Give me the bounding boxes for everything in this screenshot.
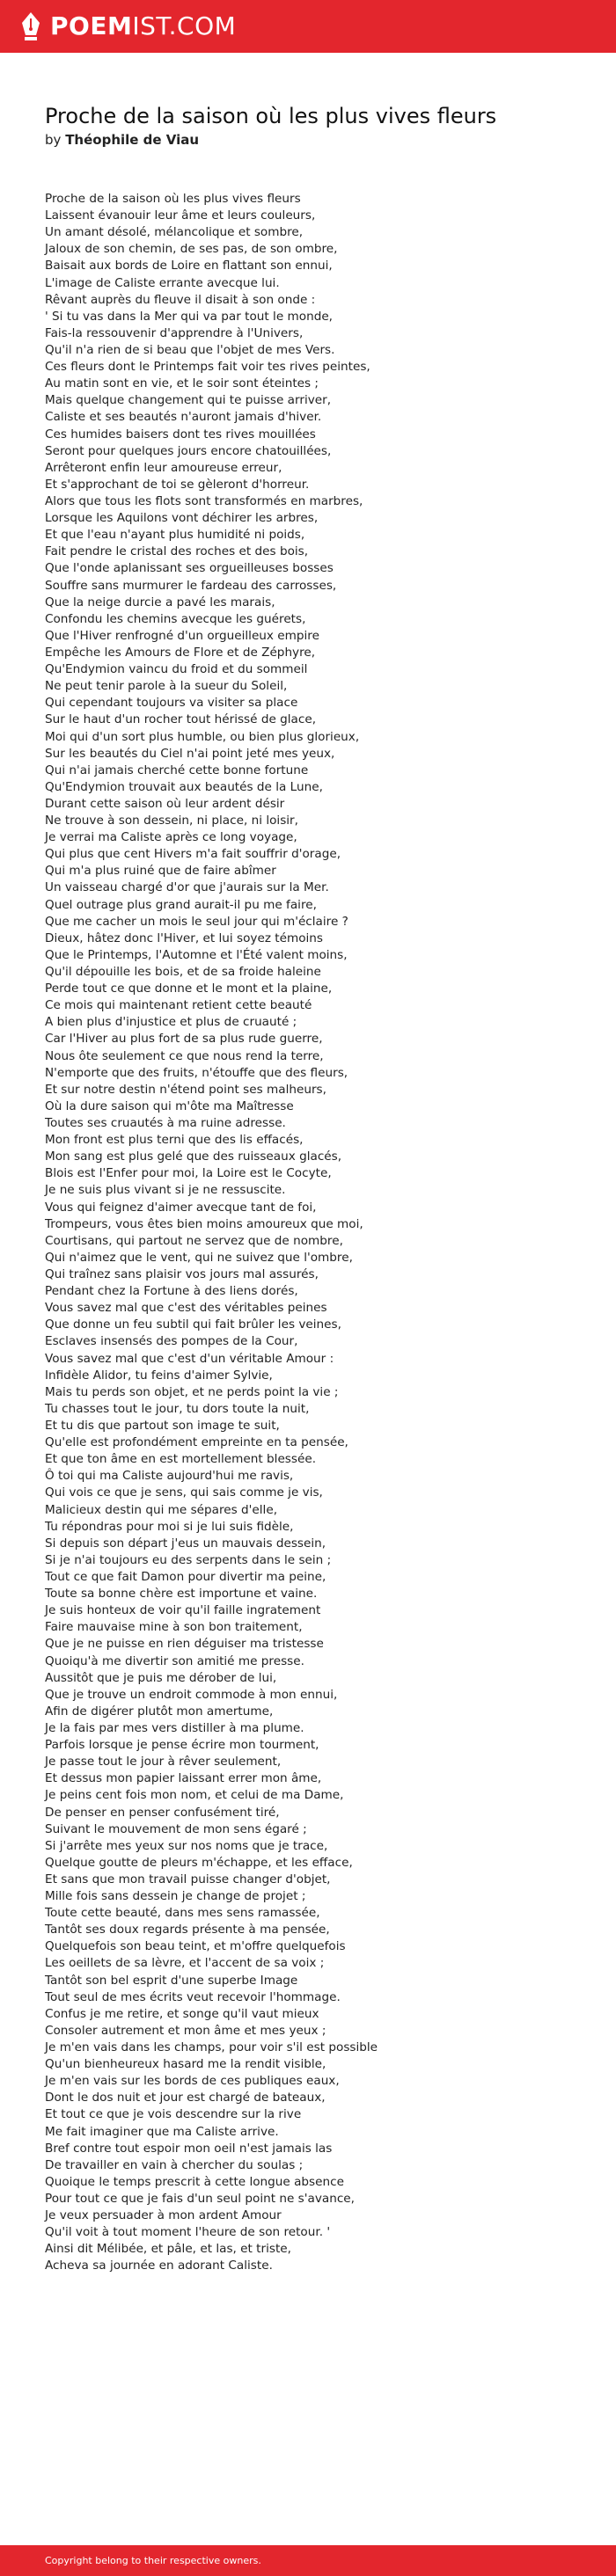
poem-line: Tout seul de mes écrits veut recevoir l'hommage. [45,1989,341,2004]
poem-line: Sur le haut d'un rocher tout hérissé de glace, [45,712,317,727]
poem-line: Qui vois ce que je sens, qui sais comme je vis, [45,1485,323,1500]
poem-line: Et tout ce que je vois descendre sur la rive [45,2107,302,2122]
poem-line: Les oeillets de sa lèvre, et l'accent de sa voix ; [45,1956,325,1971]
poem-line: Empêche les Amours de Flore et de Zéphyre, [45,645,316,660]
site-logo-text [50,11,236,41]
poem-line: Qui m'a plus ruiné que de faire abîmer [45,864,276,879]
poem-line: Si depuis son départ j'eus un mauvais dessein, [45,1536,326,1551]
poem-line: Toute cette beauté, dans mes sens ramassée, [45,1906,320,1921]
poem-line: Tu chasses tout le jour, tu dors toute la nuit, [45,1401,310,1416]
poem-line: Que me cacher un mois le seul jour qui m'éclaire ? [45,914,348,929]
poem-line: Ô toi qui ma Caliste aujourd'hui me ravis, [45,1469,294,1484]
poem-line: Vous qui feignez d'aimer avecque tant de foi, [45,1200,317,1215]
poem-line: Faire mauvaise mine à son bon traitement, [45,1620,303,1635]
poem-line: Qui n'aimez que le vent, qui ne suivez que l'ombre, [45,1250,353,1265]
poem-line: Et que l'eau n'ayant plus humidité ni poids, [45,528,305,543]
poem-line: Jaloux de son chemin, de ses pas, de son ombre, [45,242,338,257]
poem-line: Rêvant auprès du fleuve il disait à son onde : [45,292,316,307]
poem-byline [45,131,199,149]
poem-line: Perde tout ce que donne et le mont et la plaine, [45,982,333,996]
poem-line: Confus je me retire, et songe qu'il vaut mieux [45,2006,319,2021]
poem-line: Ces humides baisers dont tes rives mouillées [45,427,316,441]
poem-line: Pour tout ce que je fais d'un seul point ne s'avance, [45,2192,355,2207]
poem-line: Qu'il voit à tout moment l'heure de son retour. ' [45,2225,331,2240]
poem-line: Je suis honteux de voir qu'il faille ingratement [45,1603,321,1618]
poem-line: Infidèle Alidor, tu feins d'aimer Sylvie, [45,1368,273,1383]
poem-line: Tantôt ses doux regards présente à ma pensée, [45,1923,330,1937]
poem-line: Qui traînez sans plaisir vos jours mal assurés, [45,1267,319,1281]
poem-line: Fais-la ressouvenir d'apprendre à l'Univers, [45,325,304,340]
poem-line: Que je ne puisse en rien déguiser ma tristesse [45,1637,324,1652]
poem-line: L'image de Caliste errante avecque lui. [45,275,280,290]
poem-line: Que donne un feu subtil qui fait brûler les veines, [45,1317,341,1332]
poem-line: Bref contre tout espoir mon oeil n'est jamais las [45,2141,333,2156]
poem-line: Baisait aux bords de Loire en flattant son ennui, [45,259,333,274]
poem-body [45,191,590,2275]
poem-line: Trompeurs, vous êtes bien moins amoureux que moi, [45,1216,363,1231]
poem-line: Au matin sont en vie, et le soir sont éteintes ; [45,376,319,391]
poem-line: Arrêteront enfin leur amoureuse erreur, [45,460,282,475]
poem-line: Mon sang est plus gelé que des ruisseaux glacés, [45,1149,342,1164]
poem-line: Car l'Hiver au plus fort de sa plus rude guerre, [45,1032,323,1047]
poem-line: Acheva sa journée en adorant Caliste. [45,2259,273,2273]
poem-line: N'emporte que des fruits, n'étouffe que des fleurs, [45,1065,348,1080]
poem-line: Blois est l'Enfer pour moi, la Loire est le Cocyte, [45,1166,332,1181]
poem-line: Mais tu perds son objet, et ne perds point la vie ; [45,1384,339,1399]
poem-line: Qui plus que cent Hivers m'a fait souffrir d'orage, [45,847,341,862]
poem-line: Sur les beautés du Ciel n'ai point jeté mes yeux, [45,746,335,761]
poem-line: Lorsque les Aquilons vont déchirer les arbres, [45,511,319,526]
poem-line: Afin de digérer plutôt mon amertume, [45,1704,274,1719]
poem-line: Me fait imaginer que ma Caliste arrive. [45,2124,279,2139]
poem-line: Vous savez mal que c'est d'un véritable Amour : [45,1351,334,1366]
poem-line: Proche de la saison où les plus vives fleurs [45,192,301,206]
poem-line: Seront pour quelques jours encore chatouillées, [45,443,332,458]
poem-line: Qu'Endymion trouvait aux beautés de la Lune, [45,779,323,794]
poem-line: Je verrai ma Caliste après ce long voyage, [45,830,297,845]
poem-line: Que je trouve un endroit commode à mon ennui, [45,1687,338,1702]
poem-line: Je m'en vais sur les bords de ces publiques eaux, [45,2074,340,2089]
poem-line: Et sur notre destin n'étend point ses malheurs, [45,1082,326,1097]
poem-line: Courtisans, qui partout ne servez que de nombre, [45,1233,343,1248]
poem-line: Ce mois qui maintenant retient cette beauté [45,998,312,1013]
poem-line: Et tu dis que partout son image te suit, [45,1418,280,1433]
poem-line: ' Si tu vas dans la Mer qui va par tout le monde, [45,309,334,324]
poem-line: Quelquefois son beau teint, et m'offre quelquefois [45,1939,346,1954]
poem-line: De penser en penser confusément tiré, [45,1805,280,1820]
poem-line: Moi qui d'un sort plus humble, ou bien plus glorieux, [45,729,360,744]
poem-line: Qu'elle est profondément empreinte en ta pensée, [45,1435,348,1450]
poem-line: Un vaisseau chargé d'or que j'aurais sur la Mer. [45,880,329,895]
poem-line: Qu'il n'a rien de si beau que l'objet de mes Vers. [45,342,335,357]
poem-line: Quel outrage plus grand aurait-il pu me faire, [45,897,317,912]
poem-line: Quelque goutte de pleurs m'échappe, et les efface, [45,1855,353,1870]
logo-text-bold: POEM [50,11,133,40]
poem-line: Durant cette saison où leur ardent désir [45,796,285,811]
poem-line: Caliste et ses beautés n'auront jamais d'hiver. [45,410,322,425]
poem-line: Aussitôt que je puis me dérober de lui, [45,1670,277,1685]
poem-line: Que la neige durcie a pavé les marais, [45,595,275,609]
footer-bar [0,2545,616,2576]
poem-line: Je ne suis plus vivant si je ne ressuscite. [45,1183,286,1198]
poem-line: Et sans que mon travail puisse changer d'objet, [45,1872,331,1886]
poem-line: Qu'Endymion vaincu du froid et du sommeil [45,662,308,677]
poem-line: Ne trouve à son dessein, ni place, ni loisir, [45,814,298,828]
top-header-bar [0,0,616,53]
poem-line: Toutes ses cruautés à ma ruine adresse. [45,1116,286,1131]
poem-line: Alors que tous les flots sont transformés en marbres, [45,493,363,508]
poem-line: Quoiqu'à me divertir son amitié me presse. [45,1653,304,1668]
copyright-text: Copyright belong to their respective owners. [45,2555,261,2566]
poem-line: Parfois lorsque je pense écrire mon tourment, [45,1738,319,1753]
poem-line: Je passe tout le jour à rêver seulement, [45,1755,282,1770]
poem-line: Si j'arrête mes yeux sur nos noms que je trace, [45,1838,328,1853]
poem-line: Je la fais par mes vers distiller à ma plume. [45,1720,304,1735]
poem-line: Je veux persuader à mon ardent Amour [45,2208,282,2223]
poem-line: Que l'Hiver renfrogné d'un orgueilleux empire [45,628,319,643]
poem-line: Malicieux destin qui me sépares d'elle, [45,1502,278,1517]
poem-line: Consoler autrement et mon âme et mes yeux ; [45,2023,326,2038]
poem-line: Mille fois sans dessein je change de projet ; [45,1889,306,1904]
poem-line: Qui cependant toujours va visiter sa place [45,696,298,711]
poem-line: Qu'il dépouille les bois, et de sa froide haleine [45,965,321,980]
poem-line: Pendant chez la Fortune à des liens dorés, [45,1284,298,1299]
poem-line: Vous savez mal que c'est des véritables peines [45,1301,327,1316]
poem-line: Ces fleurs dont le Printemps fait voir tes rives peintes, [45,360,370,375]
poem-line: Qu'un bienheureux hasard me la rendit visible, [45,2057,326,2072]
poem-line: Tout ce que fait Damon pour divertir ma peine, [45,1569,326,1584]
poem-line: Où la dure saison qui m'ôte ma Maîtresse [45,1098,294,1113]
poem-title: Proche de la saison où les plus vives fleurs [45,104,497,128]
poem-line: Et s'approchant de toi se gèleront d'horreur. [45,477,310,492]
poem-line: Confondu les chemins avecque les guérets, [45,611,306,626]
poem-line: Suivant le mouvement de mon sens égaré ; [45,1821,307,1836]
byline-prefix: by [45,132,62,148]
poem-line: Mon front est plus terni que des lis effacés, [45,1133,304,1148]
poem-line: Nous ôte seulement ce que nous rend la terre, [45,1048,324,1063]
site-logo-link[interactable] [20,11,236,41]
poem-line: Dieux, hâtez donc l'Hiver, et lui soyez témoins [45,930,324,945]
poem-line: Laissent évanouir leur âme et leurs couleurs, [45,208,316,223]
poem-line: Que l'onde aplanissant ses orgueilleuses bosses [45,561,334,576]
poem-line: Je m'en vais dans les champs, pour voir s'il est possible [45,2040,378,2055]
poem-line: Esclaves insensés des pompes de la Cour, [45,1334,298,1349]
poem-line: Et que ton âme en est mortellement blessée. [45,1452,317,1467]
poem-line: Que le Printemps, l'Automne et l'Été valent moins, [45,947,348,962]
pen-nib-icon [20,11,41,41]
poem-line: Ainsi dit Mélibée, et pâle, et las, et triste, [45,2242,291,2257]
poem-line: Tu répondras pour moi si je lui suis fidèle, [45,1519,294,1534]
poem-line: Tantôt son bel esprit d'une superbe Image [45,1973,298,1988]
poem-line: Un amant désolé, mélancolique et sombre, [45,225,304,240]
logo-text-light: IST.COM [132,11,237,40]
poem-line: Mais quelque changement qui te puisse arriver, [45,393,332,408]
poem-line: De travailler en vain à chercher du soulas ; [45,2157,304,2172]
poem-line: Ne peut tenir parole à la sueur du Soleil, [45,679,288,694]
poem-line: Souffre sans murmurer le fardeau des carrosses, [45,578,337,593]
poem-line: A bien plus d'injustice et plus de cruauté ; [45,1015,297,1030]
poem-line: Je peins cent fois mon nom, et celui de ma Dame, [45,1788,344,1803]
poem-line: Si je n'ai toujours eu des serpents dans le sein ; [45,1552,332,1567]
poem-line: Qui n'ai jamais cherché cette bonne fortune [45,763,309,777]
author-link[interactable]: Théophile de Viau [65,132,200,148]
poem-line: Fait pendre le cristal des roches et des bois, [45,544,309,559]
poem-line: Et dessus mon papier laissant errer mon âme, [45,1771,322,1786]
poem-line: Dont le dos nuit et jour est chargé de bateaux, [45,2091,326,2105]
poem-line: Toute sa bonne chère est importune et vaine. [45,1587,318,1602]
poem-line: Quoique le temps prescrit à cette longue absence [45,2174,344,2189]
